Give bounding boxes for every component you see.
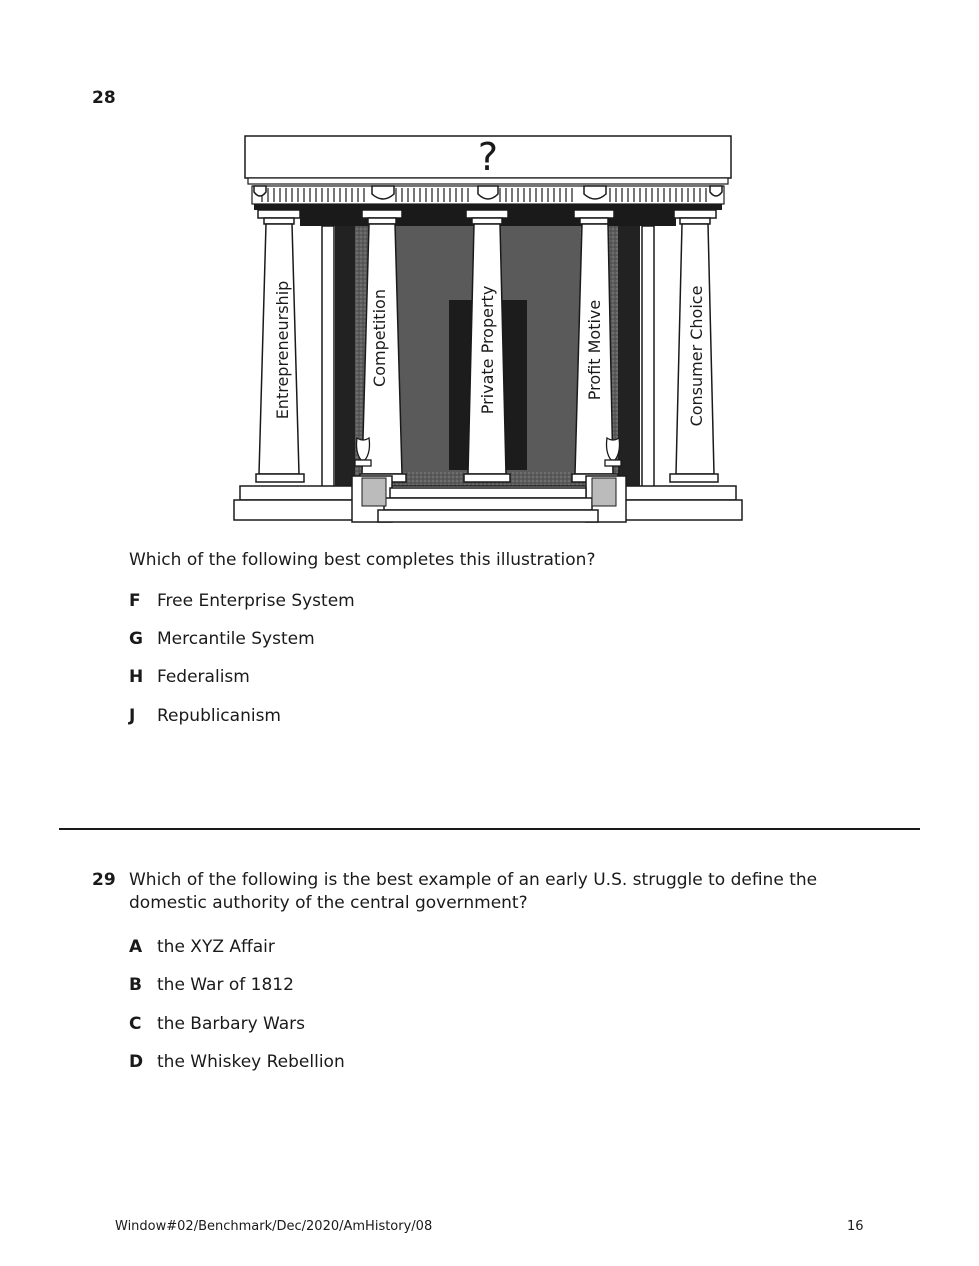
footer-page-number: 16: [847, 1219, 864, 1234]
option-letter: F: [129, 591, 141, 611]
option-letter: D: [129, 1052, 144, 1072]
question-28-stem: Which of the following best completes this illustration?: [129, 550, 596, 570]
answer-option-c[interactable]: [129, 1014, 305, 1034]
footer-document-code: Window#02/Benchmark/Dec/2020/AmHistory/08: [115, 1219, 433, 1234]
option-letter: G: [129, 629, 143, 649]
pillar-label-consumer-choice: Consumer Choice: [687, 285, 706, 427]
option-text: the XYZ Affair: [157, 937, 275, 957]
pillar-label-entrepreneurship: Entrepreneurship: [273, 280, 292, 420]
option-letter: C: [129, 1014, 142, 1034]
question-divider: [59, 828, 920, 830]
question-28-number: 28: [92, 88, 116, 108]
answer-option-d[interactable]: [129, 1052, 345, 1072]
answer-option-g[interactable]: [129, 629, 315, 649]
option-letter: H: [129, 667, 144, 687]
option-text: the War of 1812: [157, 975, 294, 995]
option-text: the Barbary Wars: [157, 1014, 306, 1034]
question-29-stem-line-1: Which of the following is the best example of an early U.S. struggle to define the: [129, 870, 818, 890]
question-29-stem-line-2: domestic authority of the central government?: [129, 893, 528, 913]
option-text: Free Enterprise System: [157, 591, 355, 611]
option-letter: A: [129, 937, 143, 957]
answer-option-a[interactable]: [129, 937, 275, 957]
temple-illustration: [0, 0, 979, 540]
option-text: Republicanism: [157, 706, 281, 726]
option-letter: B: [129, 975, 142, 995]
question-29-number: 29: [92, 870, 116, 890]
answer-option-b[interactable]: [129, 975, 294, 995]
pillar-label-competition: Competition: [370, 289, 389, 387]
option-letter: J: [129, 706, 136, 726]
pediment-question-mark: ?: [477, 135, 499, 179]
option-text: Mercantile System: [157, 629, 315, 649]
question-29-stem: [129, 869, 817, 915]
answer-option-h[interactable]: [129, 667, 250, 687]
pillar-label-profit-motive: Profit Motive: [585, 299, 604, 401]
pillar-label-private-property: Private Property: [478, 285, 497, 415]
answer-option-f[interactable]: [129, 591, 355, 611]
answer-option-j[interactable]: [129, 706, 281, 726]
option-text: the Whiskey Rebellion: [157, 1052, 345, 1072]
option-text: Federalism: [157, 667, 250, 687]
